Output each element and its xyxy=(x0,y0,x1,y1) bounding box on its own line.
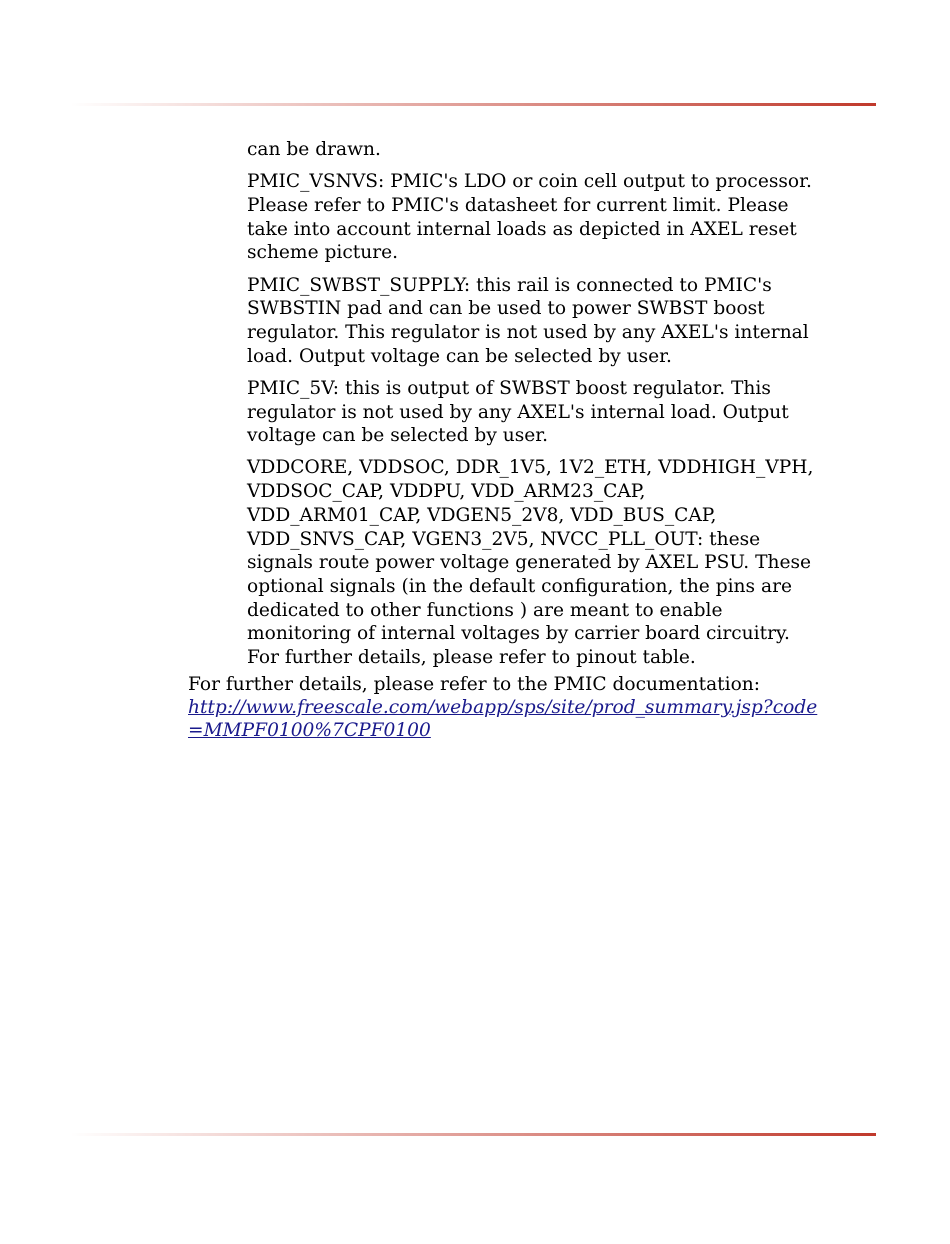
page-content xyxy=(0,138,950,742)
header-rule xyxy=(70,103,876,106)
footer-rule xyxy=(70,1133,876,1136)
paragraph-monitoring-signals: VDDCORE, VDDSOC, DDR_1V5, 1V2_ETH, VDDHIGH_VPH, VDDSOC_CAP, VDDPU, VDD_ARM23_CAP, VDD_ARM01_CAP, VDGEN5_2V8, VDD_BUS_CAP, VDD_SNVS_CAP, VGEN3_2V5, NVCC_PLL_OUT: these signals route power voltage generated by AXEL PSU. These optional signals (in the default configuration, the pins are dedicated to other functions ) are meant to enable monitoring of internal voltages by carrier board circuitry. For further details, please refer to pinout table. xyxy=(247,457,814,669)
paragraph-continuation: can be drawn. xyxy=(247,139,381,160)
paragraph-pmic-swbst-supply: PMIC_SWBST_SUPPLY: this rail is connected to PMIC's SWBSTIN pad and can be used to power SWBST boost regulator. This regulator is not used by any AXEL's internal load. Output voltage can be selected by user. xyxy=(247,274,809,367)
further-details-text: For further details, please refer to the PMIC documentation: xyxy=(188,674,761,696)
pmic-doc-link-container xyxy=(188,696,818,742)
paragraph-pmic-vsnvs: PMIC_VSNVS: PMIC's LDO or coin cell output to processor. Please refer to PMIC's datasheet for current limit. Please take into account internal loads as depicted in AXEL reset scheme picture. xyxy=(247,171,812,264)
pmic-documentation-link[interactable]: http://www.freescale.com/webapp/sps/site/prod_summary.jsp?code=MMPF0100%7CPF0100 xyxy=(188,697,818,742)
paragraph-pmic-5v: PMIC_5V: this is output of SWBST boost regulator. This regulator is not used by any AXEL's internal load. Output voltage can be selected by user. xyxy=(247,377,789,447)
